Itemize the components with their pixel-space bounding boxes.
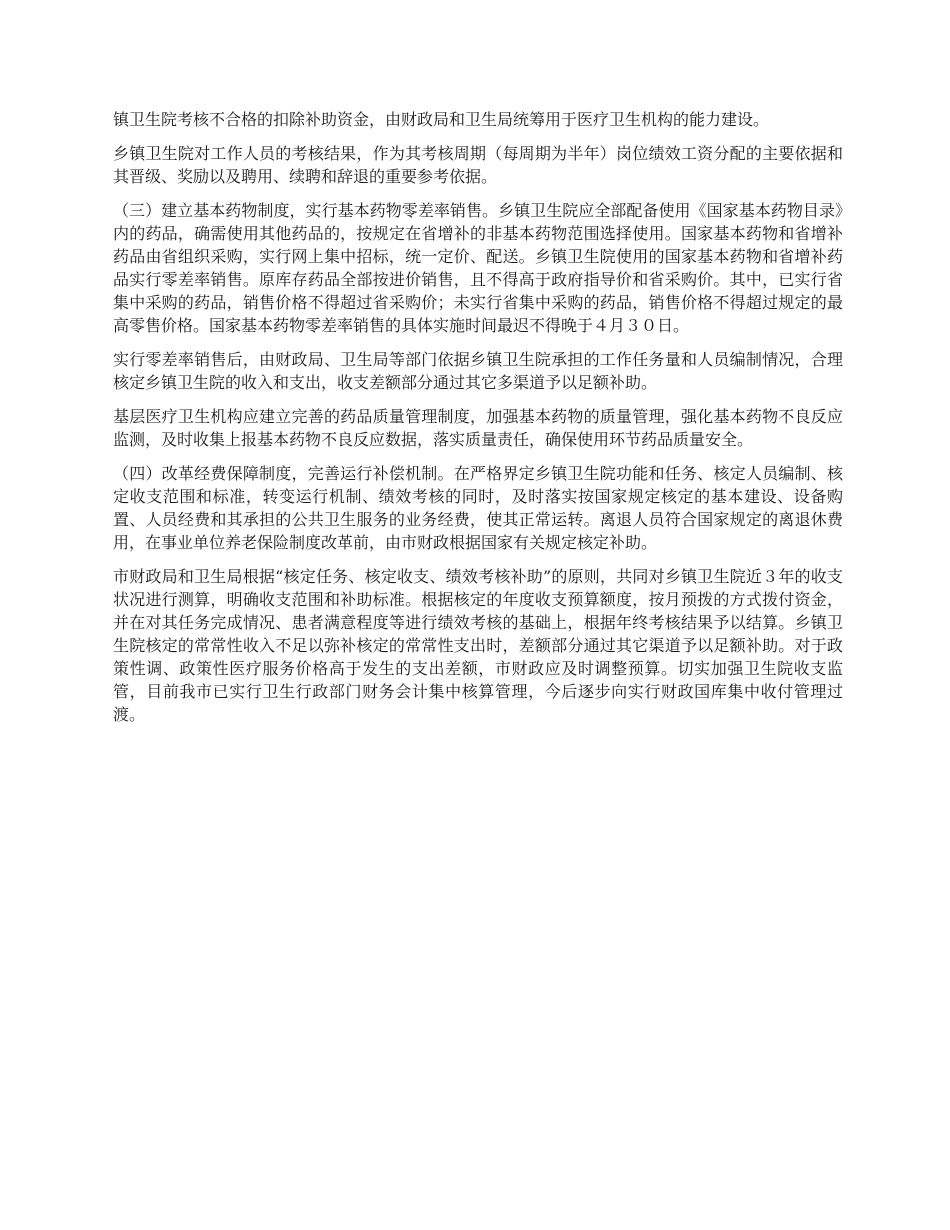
document-page	[113, 108, 843, 737]
paragraph-2: 乡镇卫生院对工作人员的考核结果，作为其考核周期（每周期为半年）岗位绩效工资分配的主要依据和其晋级、奖励以及聘用、续聘和辞退的重要参考依据。	[113, 144, 843, 186]
paragraph-3: （三）建立基本药物制度，实行基本药物零差率销售。乡镇卫生院应全部配备使用《国家基本药物目录》内的药品，确需使用其他药品的，按规定在省增补的非基本药物范围选择使用。国家基本药物和省增补药品由省组织采购，实行网上集中招标，统一定价、配送。乡镇卫生院使用的国家基本药物和省增补药品实行零差率销售。原库存药品全部按进价销售，且不得高于政府指导价和省采购价。其中，已实行省集中采购的药品，销售价格不得超过省采购价；未实行省集中采购的药品，销售价格不得超过规定的最高零售价格。国家基本药物零差率销售的具体实施时间最迟不得晚于４月３０日。	[113, 201, 843, 335]
paragraph-1: 镇卫生院考核不合格的扣除补助资金，由财政局和卫生局统筹用于医疗卫生机构的能力建设。	[113, 110, 770, 129]
paragraph-6: （四）改革经费保障制度，完善运行补偿机制。在严格界定乡镇卫生院功能和任务、核定人员编制、核定收支范围和标准，转变运行机制、绩效考核的同时，及时落实按国家规定核定的基本建设、设备购置、人员经费和其承担的公共卫生服务的业务经费，使其正常运转。离退人员符合国家规定的离退休费用，在事业单位养老保险制度改革前，由市财政根据国家有关规定核定补助。	[113, 464, 843, 552]
paragraph-5: 基层医疗卫生机构应建立完善的药品质量管理制度，加强基本药物的质量管理，强化基本药物不良反应监测，及时收集上报基本药物不良反应数据，落实质量责任，确保使用环节药品质量安全。	[113, 407, 843, 449]
paragraph-7: 市财政局和卫生局根据“核定任务、核定收支、绩效考核补助”的原则，共同对乡镇卫生院近３年的收支状况进行测算，明确收支范围和补助标准。根据核定的年度收支预算额度，按月预拨的方式拨付资金，并在对其任务完成情况、患者满意程度等进行绩效考核的基础上，根据年终考核结果予以结算。乡镇卫生院核定的常常性收入不足以弥补核定的常常性支出时，差额部分通过其它渠道予以足额补助。对于政策性调、政策性医疗服务价格高于发生的支出差额，市财政应及时调整预算。切实加强卫生院收支监管，目前我市已实行卫生行政部门财务会计集中核算管理，今后逐步向实行财政国库集中收付管理过渡。	[113, 567, 843, 724]
paragraph-4: 实行零差率销售后，由财政局、卫生局等部门依据乡镇卫生院承担的工作任务量和人员编制情况，合理核定乡镇卫生院的收入和支出，收支差额部分通过其它多渠道予以足额补助。	[113, 350, 843, 392]
